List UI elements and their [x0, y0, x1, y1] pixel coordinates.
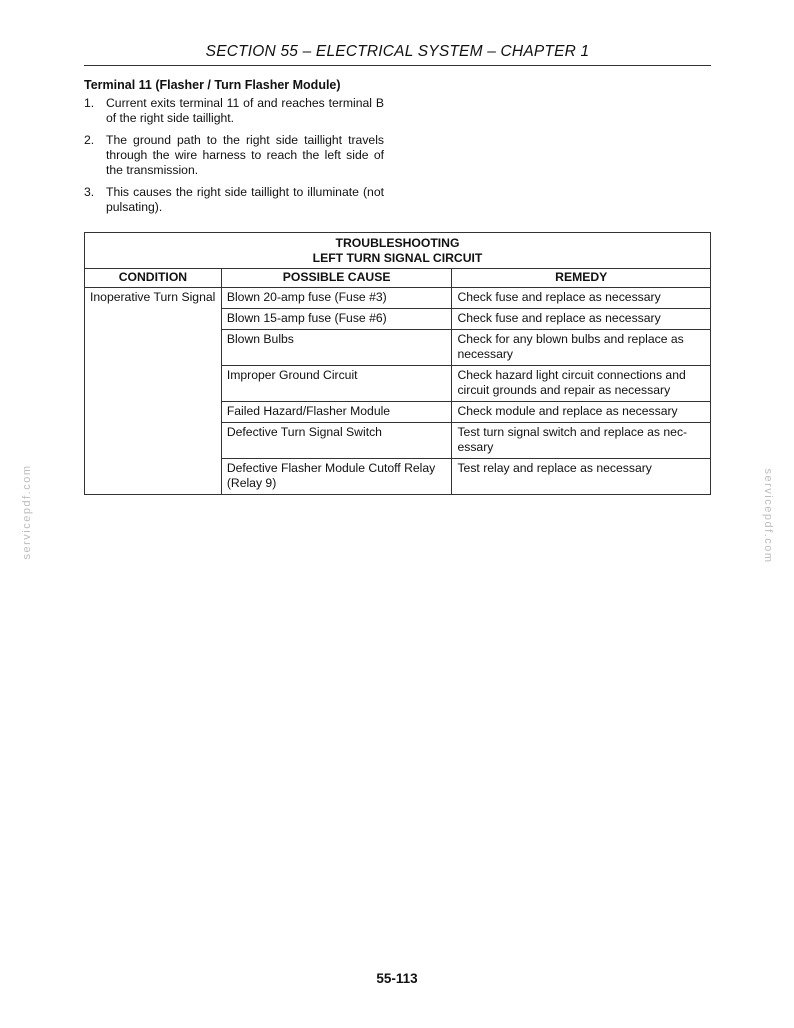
cause-cell: Defective Turn Signal Switch: [221, 423, 452, 459]
watermark-right: servicepdf.com: [762, 468, 774, 564]
cause-cell: Defective Flasher Module Cutoff Relay (Relay 9): [221, 459, 452, 495]
remedy-cell: Check fuse and replace as necessary: [452, 309, 711, 330]
watermark-left: servicepdf.com: [21, 464, 33, 560]
cause-cell: Blown 20-amp fuse (Fuse #3): [221, 288, 452, 309]
cause-cell: Failed Hazard/Flasher Module: [221, 402, 452, 423]
condition-cell: Inoperative Turn Signal: [85, 288, 222, 495]
step-number: 3.: [84, 185, 95, 199]
step-number: 2.: [84, 133, 95, 147]
troubleshooting-table: [84, 232, 711, 495]
step-text: The ground path to the right side taillight travels through the wire harness to reach the left side of the transmission.: [106, 133, 384, 177]
section-title: Terminal 11 (Flasher / Turn Flasher Module): [84, 78, 341, 92]
cause-cell: Improper Ground Circuit: [221, 366, 452, 402]
table-row: [85, 288, 711, 309]
cause-cell: Blown 15-amp fuse (Fuse #6): [221, 309, 452, 330]
column-header-cause: POSSIBLE CAUSE: [221, 269, 452, 288]
page-number: 55-113: [376, 971, 418, 986]
step-number: 1.: [84, 96, 95, 110]
remedy-cell: Check hazard light circuit connections and circuit grounds and repair as necessary: [452, 366, 711, 402]
remedy-cell: Test turn signal switch and replace as nec-essary: [452, 423, 711, 459]
table-title: [85, 233, 711, 269]
terminal-section: [84, 78, 384, 222]
column-header-remedy: REMEDY: [452, 269, 711, 288]
step-list: [84, 96, 384, 215]
list-item: [84, 185, 384, 215]
cause-cell: Blown Bulbs: [221, 330, 452, 366]
step-text: This causes the right side taillight to illuminate (not pulsating).: [106, 185, 384, 214]
remedy-cell: Test relay and replace as necessary: [452, 459, 711, 495]
table-title-line2: LEFT TURN SIGNAL CIRCUIT: [312, 251, 483, 265]
page-header: SECTION 55 – ELECTRICAL SYSTEM – CHAPTER 1: [205, 43, 590, 60]
remedy-cell: Check for any blown bulbs and replace as necessary: [452, 330, 711, 366]
header-rule: [84, 65, 711, 66]
table-title-line1: TROUBLESHOOTING: [335, 236, 460, 250]
remedy-cell: Check module and replace as necessary: [452, 402, 711, 423]
list-item: [84, 133, 384, 178]
column-header-condition: CONDITION: [85, 269, 222, 288]
remedy-cell: Check fuse and replace as necessary: [452, 288, 711, 309]
step-text: Current exits terminal 11 of and reaches terminal B of the right side taillight.: [106, 96, 384, 125]
list-item: [84, 96, 384, 126]
